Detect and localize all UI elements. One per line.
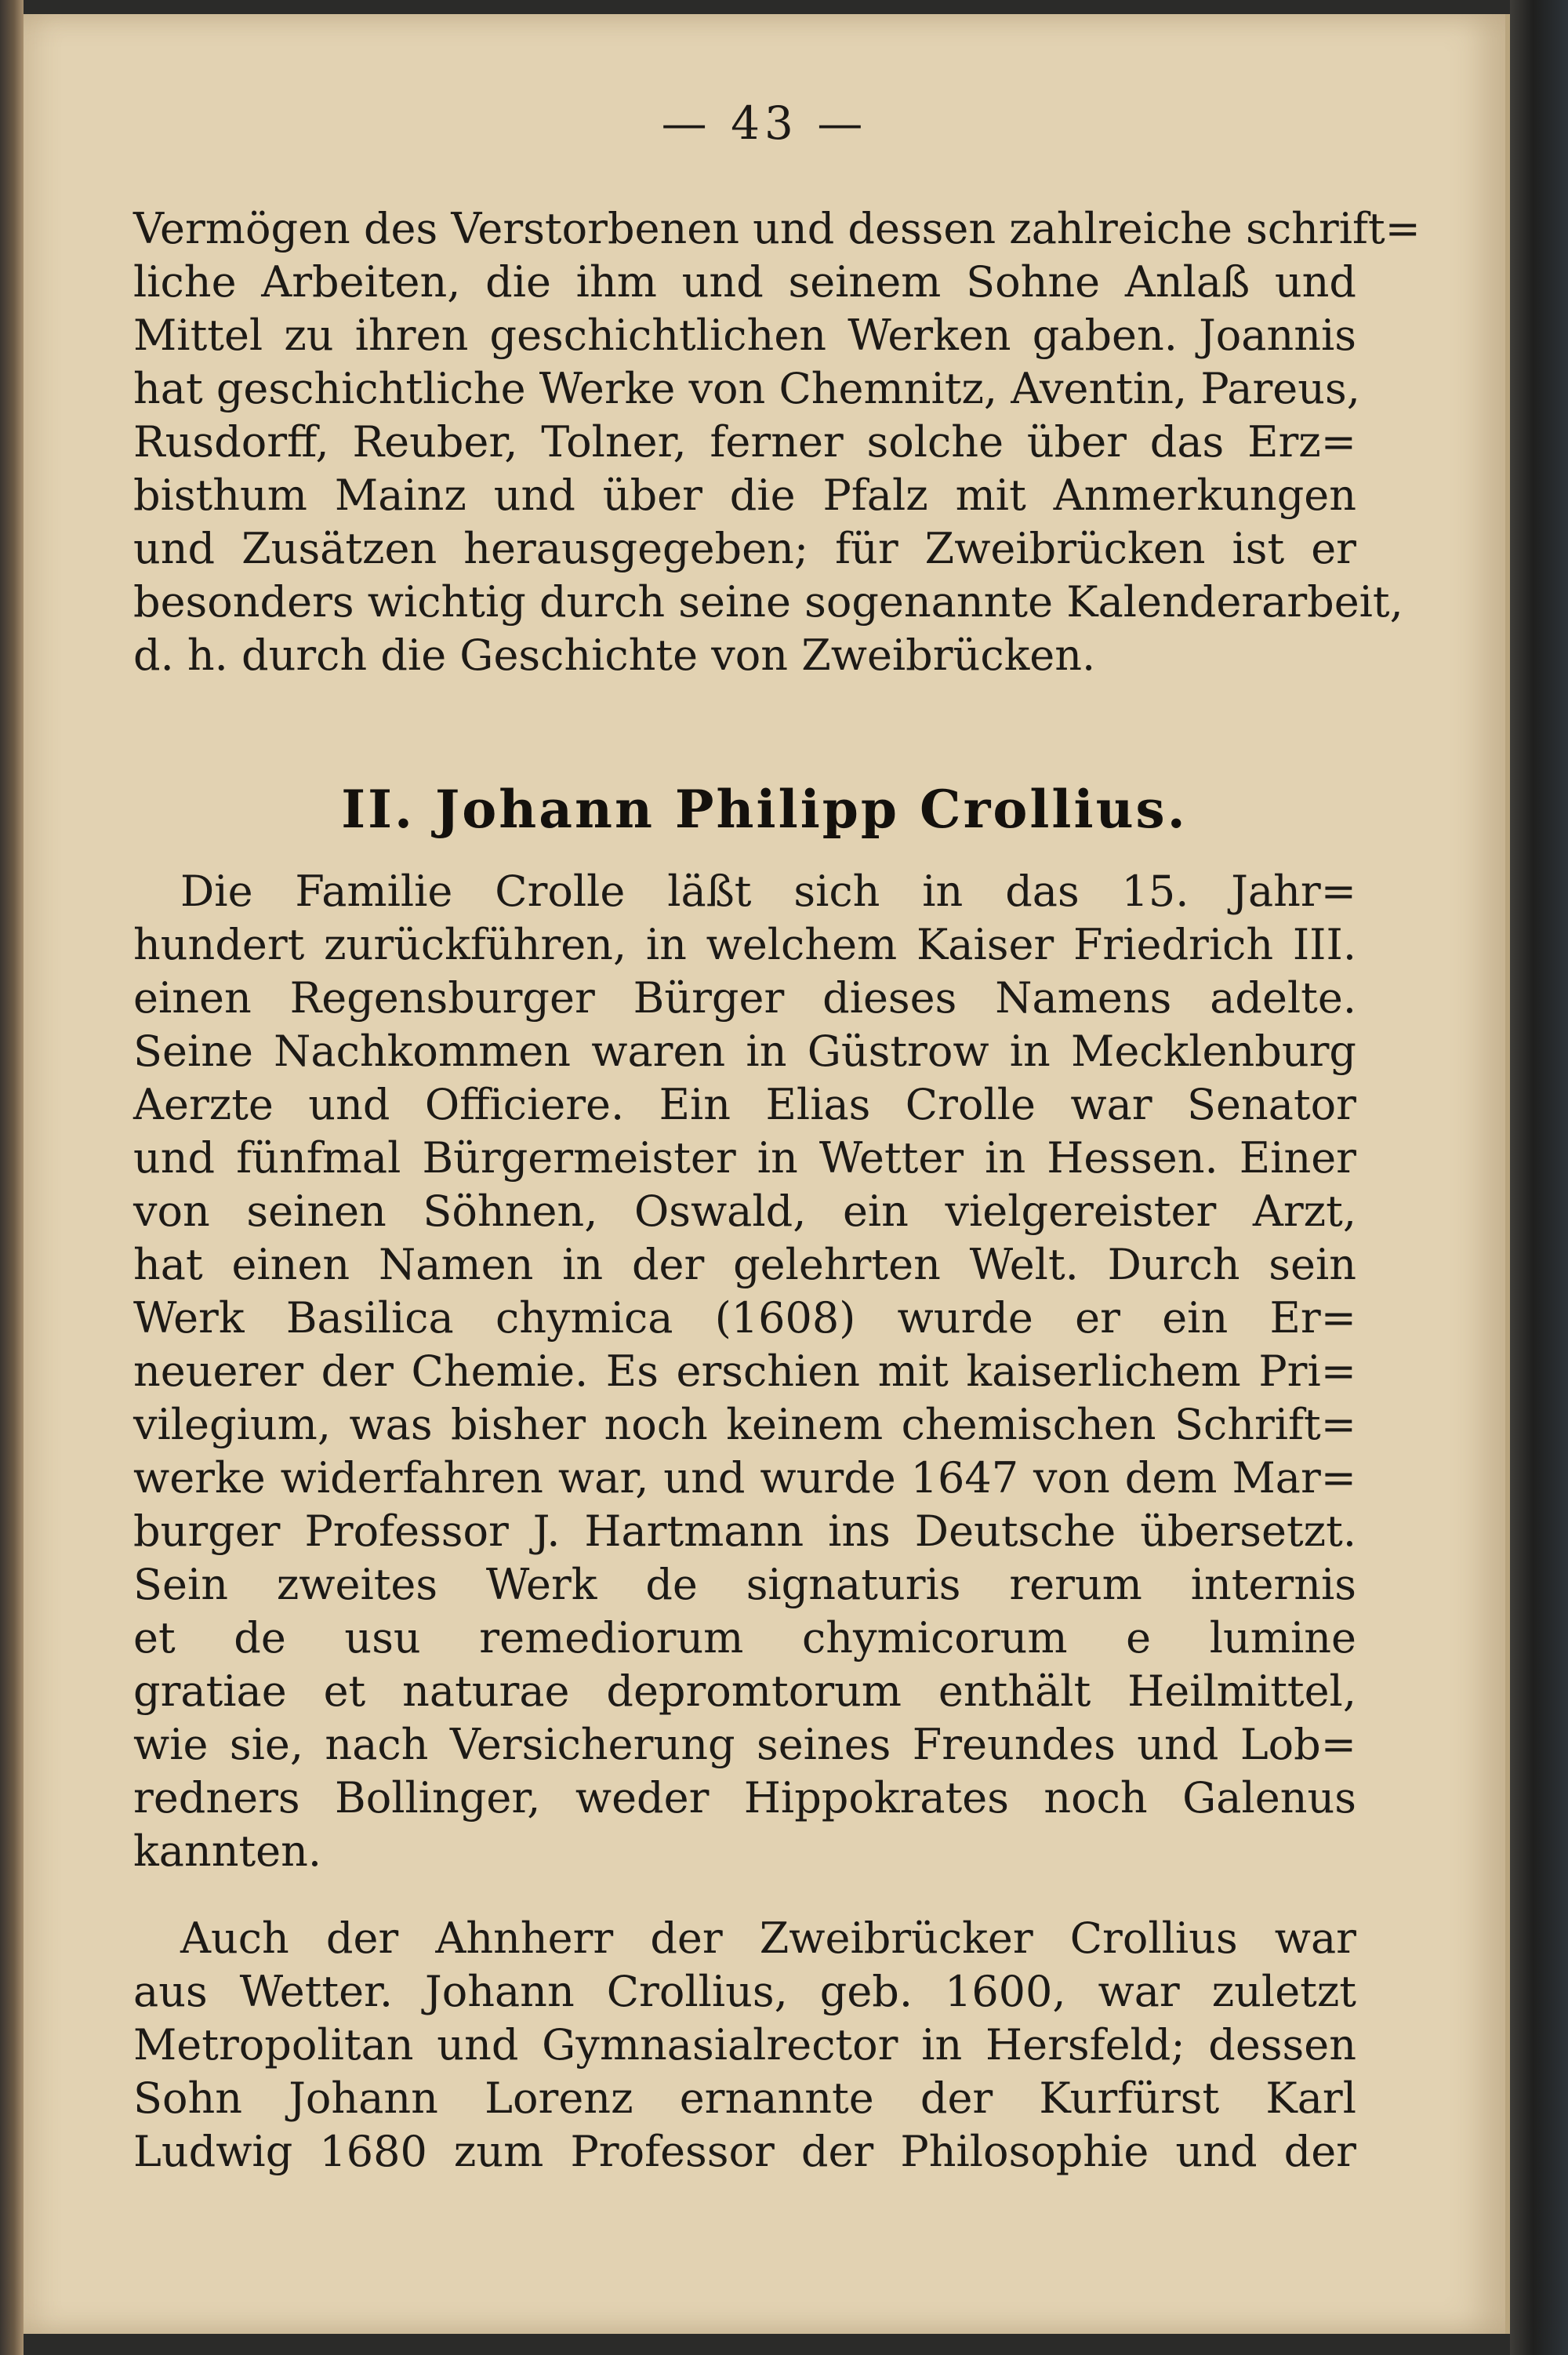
text-line: d. h. durch die Geschichte von Zweibrücken.: [133, 631, 1096, 680]
text-line: und Zusätzen herausgegeben; für Zweibrücken ist er: [133, 524, 1356, 573]
paragraph-1: [133, 202, 1421, 682]
text-line: von seinen Söhnen, Oswald, ein vielgereister Arzt,: [133, 1187, 1356, 1236]
text-line: gratiae et naturae depromtorum enthält Heilmittel,: [133, 1666, 1356, 1716]
text-line: hundert zurückführen, in welchem Kaiser Friedrich III.: [133, 920, 1356, 969]
book-page: [24, 14, 1510, 2334]
text-line: vilegium, was bisher noch keinem chemischen Schrift=: [133, 1400, 1356, 1449]
text-line: et de usu remediorum chymicorum e lumine: [133, 1613, 1356, 1663]
text-line: einen Regensburger Bürger dieses Namens adelte.: [133, 973, 1356, 1023]
page-number: — 43 —: [661, 96, 868, 150]
paragraph-2: [133, 865, 1356, 1878]
text-line: Ludwig 1680 zum Professor der Philosophie und der: [133, 2127, 1356, 2176]
paragraph-3: [133, 1912, 1356, 2179]
text-line: Vermögen des Verstorbenen und dessen zahlreiche schrift=: [133, 204, 1421, 253]
text-line: Auch der Ahnherr der Zweibrücker Crollius war: [180, 1913, 1356, 1963]
book-edge: [1510, 0, 1568, 2355]
text-line: Rusdorff, Reuber, Tolner, ferner solche über das Erz=: [133, 417, 1356, 467]
text-line: Werk Basilica chymica (1608) wurde er ein Er=: [133, 1293, 1356, 1343]
text-line: und fünfmal Bürgermeister in Wetter in Hessen. Einer: [133, 1133, 1356, 1183]
text-line: aus Wetter. Johann Crollius, geb. 1600, war zuletzt: [133, 1967, 1356, 2016]
text-line: Mittel zu ihren geschichtlichen Werken gaben. Joannis: [133, 311, 1356, 360]
text-line: Aerzte und Officiere. Ein Elias Crolle war Senator: [133, 1080, 1356, 1129]
text-line: werke widerfahren war, und wurde 1647 von dem Mar=: [133, 1453, 1356, 1503]
section-heading: II. Johann Philipp Crollius.: [341, 779, 1188, 840]
text-line: burger Professor J. Hartmann ins Deutsche übersetzt.: [133, 1506, 1356, 1556]
text-line: Sohn Johann Lorenz ernannte der Kurfürst Karl: [133, 2073, 1356, 2123]
text-line: Seine Nachkommen waren in Güstrow in Mecklenburg: [133, 1027, 1356, 1076]
text-line: redners Bollinger, weder Hippokrates noch Galenus: [133, 1773, 1356, 1823]
text-line: wie sie, nach Versicherung seines Freundes und Lob=: [133, 1720, 1356, 1769]
text-line: bisthum Mainz und über die Pfalz mit Anmerkungen: [133, 471, 1356, 520]
text-line: Metropolitan und Gymnasialrector in Hersfeld; dessen: [133, 2020, 1356, 2070]
text-line: liche Arbeiten, die ihm und seinem Sohne Anlaß und: [133, 257, 1356, 307]
text-line: neuerer der Chemie. Es erschien mit kaiserlichem Pri=: [133, 1346, 1356, 1396]
text-line: Sein zweites Werk de signaturis rerum internis: [133, 1560, 1356, 1609]
book-gutter: [0, 0, 24, 2355]
text-line: kannten.: [133, 1826, 322, 1876]
text-line: hat geschichtliche Werke von Chemnitz, Aventin, Pareus,: [133, 364, 1360, 413]
text-line: Die Familie Crolle läßt sich in das 15. Jahr=: [180, 867, 1356, 916]
text-line: hat einen Namen in der gelehrten Welt. Durch sein: [133, 1240, 1356, 1289]
text-line: besonders wichtig durch seine sogenannte Kalenderarbeit,: [133, 577, 1403, 627]
